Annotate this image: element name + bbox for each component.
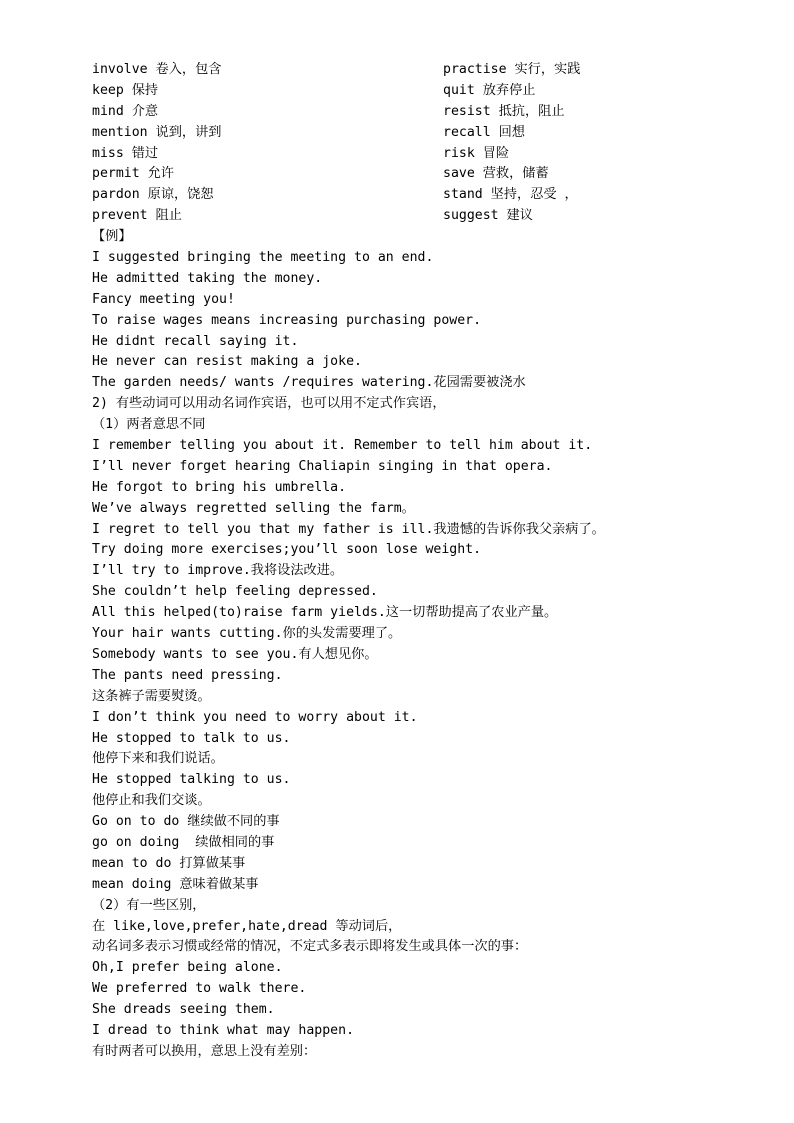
text-line: mean doing 意味着做某事 bbox=[92, 876, 259, 892]
vocab-item: save 营救，储蓄 bbox=[443, 166, 549, 182]
example-lines bbox=[92, 227, 732, 1063]
vocabulary-list bbox=[92, 60, 732, 227]
vocab-item: recall 回想 bbox=[443, 124, 525, 140]
text-line: He never can resist making a joke. bbox=[92, 354, 362, 370]
text-line: Oh,I prefer being alone. bbox=[92, 960, 283, 976]
text-line: 在 like,love,prefer,hate,dread 等动词后， bbox=[92, 918, 402, 934]
vocab-item: mind 介意 bbox=[92, 103, 159, 119]
text-line: He didnt recall saying it. bbox=[92, 333, 299, 349]
text-line: She dreads seeing them. bbox=[92, 1002, 275, 1018]
vocab-item: prevent 阻止 bbox=[92, 208, 182, 224]
text-line: He admitted taking the money. bbox=[92, 270, 323, 286]
vocab-item: miss 错过 bbox=[92, 145, 159, 161]
text-line: go on doing 续做相同的事 bbox=[92, 834, 275, 850]
text-line: 他停止和我们交谈。 bbox=[92, 793, 211, 809]
vocab-item: practise 实行，实践 bbox=[443, 62, 581, 77]
text-line: 有时两者可以换用，意思上没有差别： bbox=[92, 1043, 317, 1059]
document-page bbox=[92, 60, 732, 1063]
text-line: He stopped to talk to us. bbox=[92, 730, 291, 746]
text-line: We preferred to walk there. bbox=[92, 981, 307, 997]
text-line: I’ll try to improve.我将设法改进。 bbox=[92, 563, 344, 579]
text-line: All this helped(to)raise farm yields.这一切帮助提高了农业产量。 bbox=[92, 605, 558, 621]
text-line: Somebody wants to see you.有人想见你。 bbox=[92, 646, 378, 662]
text-line: She couldn’t help feeling depressed. bbox=[92, 584, 378, 600]
vocab-item: risk 冒险 bbox=[443, 145, 510, 161]
text-line: Your hair wants cutting.你的头发需要理了。 bbox=[92, 626, 402, 642]
vocab-item: quit 放弃停止 bbox=[443, 82, 536, 98]
text-line: I suggested bringing the meeting to an end. bbox=[92, 250, 434, 266]
text-line: To raise wages means increasing purchasing power. bbox=[92, 312, 482, 328]
text-line: I don’t think you need to worry about it. bbox=[92, 709, 418, 725]
vocab-item: keep 保持 bbox=[92, 82, 159, 98]
vocab-item: suggest 建议 bbox=[443, 208, 533, 224]
text-line: We’ve always regretted selling the farm。 bbox=[92, 500, 415, 516]
text-line: 2) 有些动词可以用动名词作宾语，也可以用不定式作宾语， bbox=[92, 396, 446, 412]
vocab-item: pardon 原谅，饶恕 bbox=[92, 187, 214, 203]
vocab-item: involve 卷入，包含 bbox=[92, 62, 222, 77]
text-line: I dread to think what may happen. bbox=[92, 1022, 355, 1038]
text-line: He stopped talking to us. bbox=[92, 772, 291, 788]
text-line: （2）有一些区别， bbox=[92, 897, 206, 913]
text-line: （1）两者意思不同 bbox=[92, 417, 206, 433]
text-line: I remember telling you about it. Remember to tell him about it. bbox=[92, 438, 593, 454]
text-line: Try doing more exercises;you’ll soon lose weight. bbox=[92, 542, 482, 558]
text-line: I’ll never forget hearing Chaliapin singing in that opera. bbox=[92, 458, 553, 474]
text-line: Fancy meeting you! bbox=[92, 291, 235, 307]
text-line: The garden needs/ wants /requires watering.花园需要被浇水 bbox=[92, 375, 526, 391]
text-line: 动名词多表示习惯或经常的情况，不定式多表示即将发生或具体一次的事： bbox=[92, 939, 528, 955]
example-heading: 【例】 bbox=[92, 229, 132, 245]
vocab-item: stand 坚持，忍受 ， bbox=[443, 187, 578, 203]
vocab-item: permit 允许 bbox=[92, 166, 174, 182]
text-line: The pants need pressing. bbox=[92, 667, 283, 683]
text-line: mean to do 打算做某事 bbox=[92, 855, 246, 871]
text-line: He forgot to bring his umbrella. bbox=[92, 479, 347, 495]
vocab-column-left bbox=[92, 60, 443, 227]
vocab-item: mention 说到，讲到 bbox=[92, 124, 222, 140]
text-line: 他停下来和我们说话。 bbox=[92, 751, 224, 767]
text-line: Go on to do 继续做不同的事 bbox=[92, 814, 280, 830]
text-line: 这条裤子需要熨烫。 bbox=[92, 688, 211, 704]
vocab-column-right bbox=[443, 60, 732, 227]
text-line: I regret to tell you that my father is ill.我遗憾的告诉你我父亲病了。 bbox=[92, 521, 605, 537]
vocab-item: resist 抵抗，阻止 bbox=[443, 103, 565, 119]
